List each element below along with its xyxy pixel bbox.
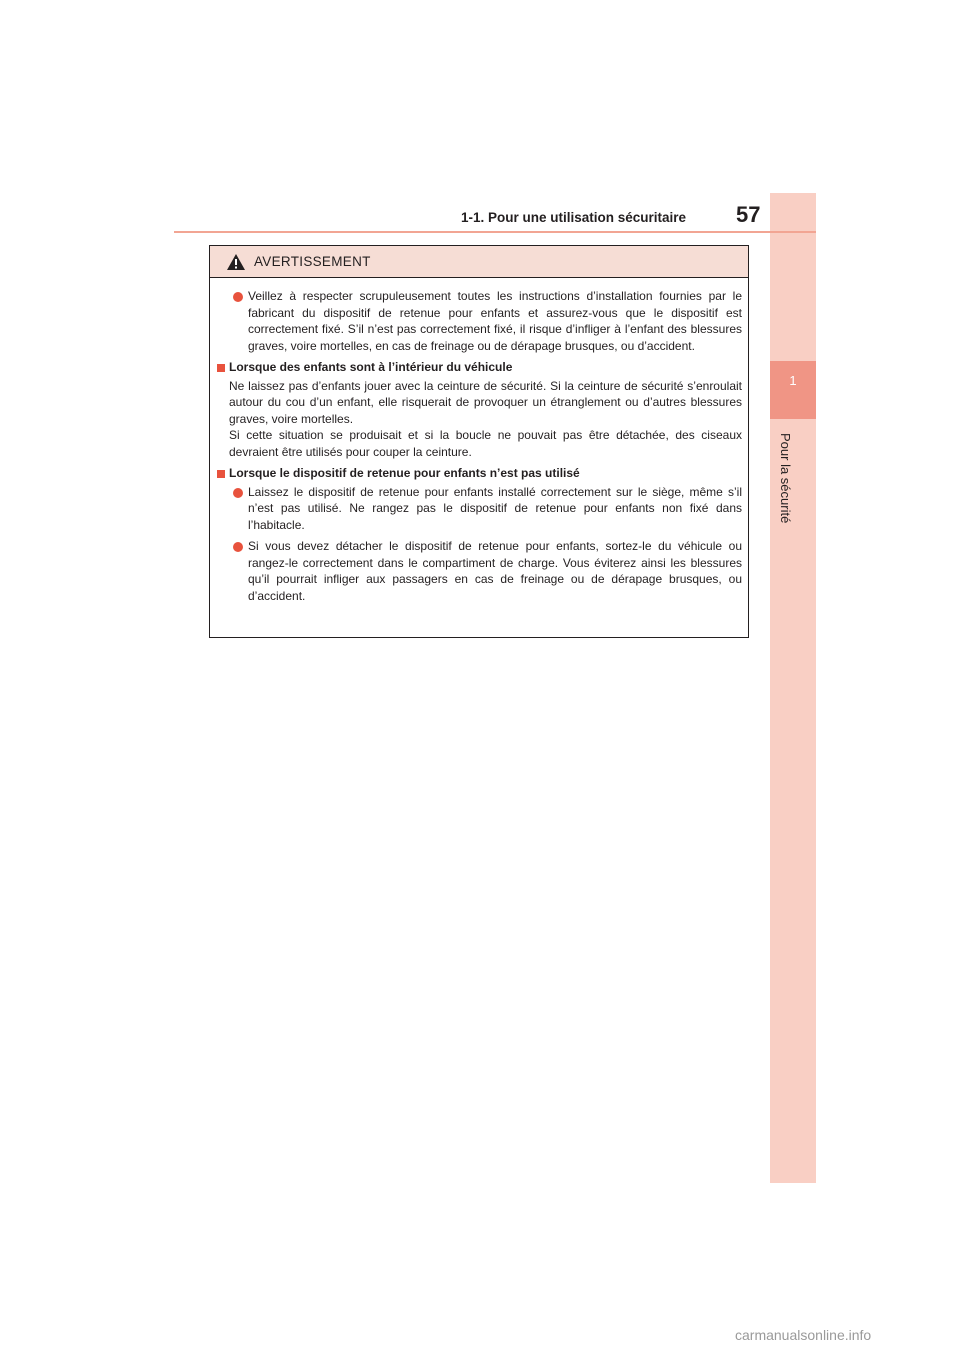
bullet-dot-icon	[233, 488, 243, 498]
square-bullet-icon	[217, 364, 225, 372]
section-heading	[216, 359, 742, 376]
square-bullet-icon	[217, 470, 225, 478]
bullet-text: Si vous devez détacher le dispositif de retenue pour enfants, sortez-le du véhicule ou rangez-le correctement dans le compartiment de charge. Vous éviterez ainsi les blessures qu’il pourrait infliger aux passagers en cas de freinage ou de dérapage brusques, ou d’accident.	[248, 539, 742, 603]
warning-header	[210, 246, 748, 278]
page-number: 57	[736, 202, 761, 227]
bullet-text: Veillez à respecter scrupuleusement toutes les instructions d’installation fournies par le fabricant du dispositif de retenue pour enfants et assurez-vous que le dispositif est correctement fixé. S’il n’est pas correctement fixé, il risque d’infliger à l’enfant des blessures graves, voire mortelles, en cas de freinage ou de dérapage brusques, ou d’accident.	[248, 289, 742, 353]
warning-triangle-icon	[226, 253, 246, 271]
section-paragraphs	[216, 378, 742, 461]
header-rule	[174, 231, 816, 233]
section-title: 1-1. Pour une utilisation sécuritaire	[460, 210, 686, 225]
warning-body	[210, 278, 748, 604]
warning-bullet	[216, 288, 742, 354]
watermark: carmanualsonline.info	[735, 1327, 872, 1343]
section-heading-text: Lorsque le dispositif de retenue pour enfants n’est pas utilisé	[229, 466, 580, 480]
warning-title: AVERTISSEMENT	[254, 254, 371, 269]
paragraph: Si cette situation se produisait et si la boucle ne pouvait pas être détachée, des ciseaux devraient être utilisés pour couper la ceinture.	[229, 428, 742, 459]
bullet-text: Laissez le dispositif de retenue pour enfants installé correctement sur le siège, même s’il n’est pas utilisé. Ne rangez pas le dispositif de retenue pour enfants non fixé dans l’habitacle.	[248, 484, 742, 532]
bullet-dot-icon	[233, 542, 243, 552]
side-tab	[770, 193, 816, 1183]
chapter-label: Pour la sécurité	[778, 433, 793, 524]
warning-bullet	[216, 538, 742, 604]
bullet-dot-icon	[233, 292, 243, 302]
section-heading-text: Lorsque des enfants sont à l’intérieur du véhicule	[229, 360, 513, 374]
warning-box	[209, 245, 749, 638]
paragraph: Ne laissez pas d’enfants jouer avec la ceinture de sécurité. Si la ceinture de sécurité s’enroulait autour du cou d’un enfant, elle risquerait de provoquer un étranglement ou d’autres blessures graves, voire mortelles.	[229, 378, 742, 426]
chapter-block	[770, 361, 816, 419]
warning-bullet	[216, 484, 742, 534]
section-heading	[216, 465, 742, 482]
chapter-number: 1	[789, 373, 797, 388]
